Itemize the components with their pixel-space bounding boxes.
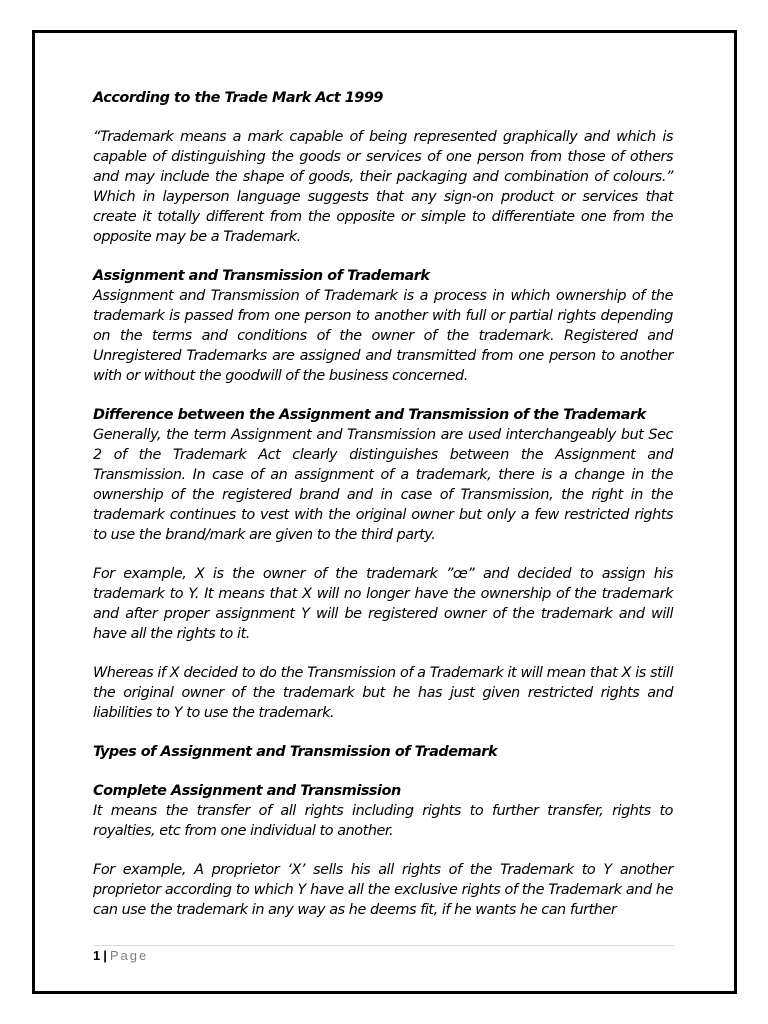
assignment-paragraph: Assignment and Transmission of Trademark is a process in which ownership of the trademark is passed from one person to another with full or partial rights depending on the terms and conditions of the owner of the trademark. Registered and Unregistered Trademarks are assigned and transmitted from one person to another with or without the goodwill of the business concerned. (93, 288, 673, 384)
document-body (93, 88, 673, 920)
heading-types: Types of Assignment and Transmission of Trademark (93, 744, 498, 760)
definition-paragraph: “Trademark means a mark capable of being represented graphically and which is capable of distinguishing the goods or services of one person from those of others and may include the shape of goods, their packaging and combination of colours.” Which in layperson language suggests that any sign-on product or services that create it totally different from the opposite or simple to differentiate one from the opposite may be a Trademark. (93, 129, 673, 245)
page-footer (93, 948, 148, 964)
example-transmission-paragraph: Whereas if X decided to do the Transmission of a Trademark it will mean that X is still the original owner of the trademark but he has just given restricted rights and liabilities to Y to use the trademark. (93, 665, 673, 721)
footer-divider (93, 945, 674, 946)
page-number: 1 (93, 948, 101, 963)
complete-example-paragraph: For example, A proprietor ‘X’ sells his all rights of the Trademark to Y another proprietor according to which Y have all the exclusive rights of the Trademark and he can use the trademark in any way as he deems fit, if he wants he can further (93, 862, 673, 918)
heading-complete: Complete Assignment and Transmission (93, 783, 401, 799)
page-label: Page (109, 948, 149, 963)
heading-assignment: Assignment and Transmission of Trademark (93, 268, 430, 284)
heading-act: According to the Trade Mark Act 1999 (93, 90, 383, 106)
difference-paragraph: Generally, the term Assignment and Transmission are used interchangeably but Sec 2 of the Trademark Act clearly distinguishes between the Assignment and Transmission. In case of an assignment of a trademark, there is a change in the ownership of the registered brand and in case of Transmission, the right in the trademark continues to vest with the original owner but only a few restricted rights to use the brand/mark are given to the third party. (93, 427, 673, 543)
footer-separator: | (103, 948, 107, 963)
example-assignment-paragraph: For example, X is the owner of the trademark ”œ” and decided to assign his trademark to Y. It means that X will no longer have the ownership of the trademark and after proper assignment Y will be registered owner of the trademark and will have all the rights to it. (93, 566, 673, 642)
complete-paragraph: It means the transfer of all rights including rights to further transfer, rights to royalties, etc from one individual to another. (93, 803, 673, 839)
heading-difference: Difference between the Assignment and Transmission of the Trademark (93, 407, 646, 423)
